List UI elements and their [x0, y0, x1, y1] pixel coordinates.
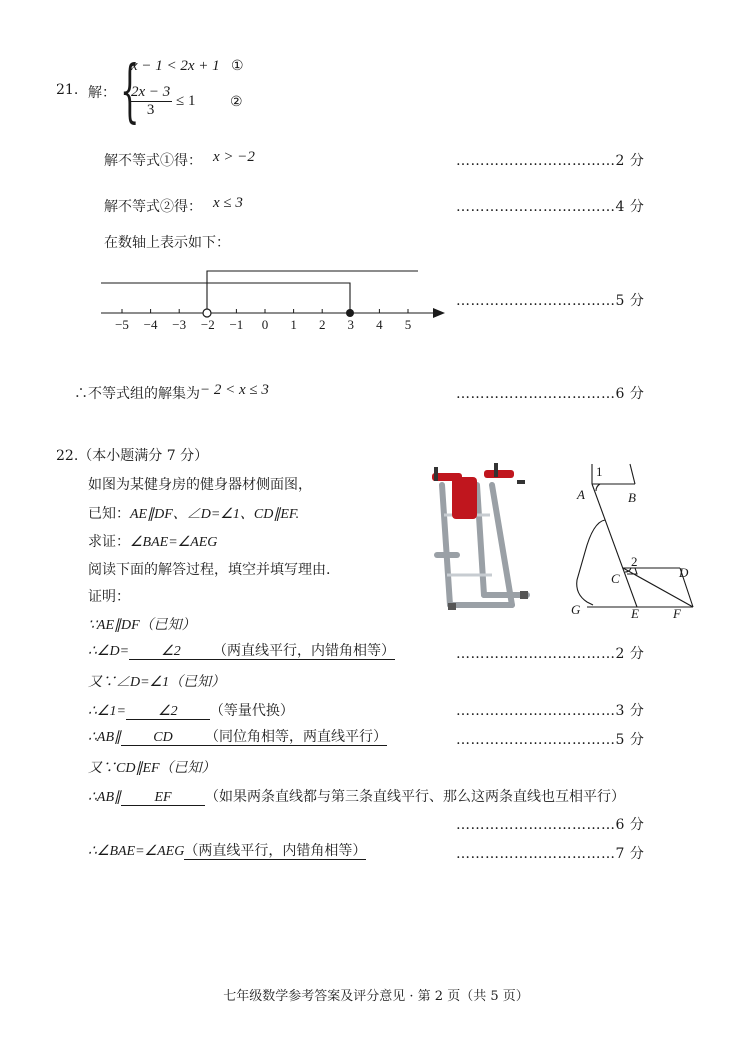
given-label: 已知： [88, 506, 130, 522]
q22-proof-label: 证明： [88, 589, 130, 605]
blank-4: EF [121, 790, 205, 806]
inequality-2-tail: ≤ 1 [176, 92, 196, 109]
step2-text: 解不等式②得： [104, 199, 202, 215]
number-line-tick-label: −4 [143, 317, 158, 332]
number-line-tick-label: 1 [290, 317, 297, 332]
prove-text: ∠BAE=∠AEG [130, 535, 218, 550]
q21-solve-label: 解： [88, 85, 116, 101]
geometry-figure [565, 462, 700, 622]
proof-line-7-prefix: ∴AB∥ [88, 790, 122, 805]
label-2: 2 [631, 554, 638, 569]
inequality-2 [129, 84, 196, 119]
number-line-tick-label: −3 [172, 317, 187, 332]
proof-line-5 [88, 729, 387, 746]
proof-line-4 [88, 700, 294, 720]
label-D: D [679, 565, 689, 580]
conclusion-prefix: ∴不等式组的解集为 [74, 386, 200, 402]
prove-label: 求证： [88, 534, 130, 550]
bracket-greater-than-minus-2 [207, 271, 418, 313]
proof-score-2: ……………………………2 分 [456, 646, 645, 662]
bracket-less-equal-3 [101, 283, 350, 313]
reason-3: （同位角相等，两直线平行） [205, 729, 388, 745]
gym-equipment-image [422, 455, 537, 615]
fraction-denominator: 3 [146, 102, 155, 118]
proof-line-8-prefix: ∴∠BAE=∠AEG [88, 844, 185, 859]
q21-label: 21. [56, 82, 79, 98]
reason-1: （两直线平行，内错角相等） [213, 643, 396, 659]
proof-line-5-prefix: ∴AB∥ [88, 730, 122, 745]
number-line-tick-label: −5 [115, 317, 129, 332]
label-C: C [611, 571, 620, 586]
label-A: A [577, 487, 585, 502]
proof-line-2-prefix: ∴∠D= [88, 644, 130, 659]
q22-instruction: 阅读下面的解答过程，填空并填写理由. [88, 562, 331, 578]
number-line [95, 260, 455, 335]
proof-line-6: 又∵CD∥EF（已知） [88, 761, 216, 776]
proof-line-4-prefix: ∴∠1= [88, 704, 126, 719]
score-6: ……………………………6 分 [456, 386, 645, 402]
closed-point-3 [346, 309, 354, 317]
open-point-minus-2 [203, 309, 211, 317]
label-G: G [571, 602, 581, 617]
q22-prove [88, 531, 217, 551]
number-line-tick-label: 2 [318, 317, 326, 332]
proof-line-2 [88, 643, 395, 660]
number-line-tick-label: 0 [261, 317, 269, 332]
number-line-tick-label: 4 [376, 317, 383, 332]
score-5: ……………………………5 分 [456, 293, 645, 309]
conclusion-math: − 2 < x ≤ 3 [200, 382, 269, 398]
proof-line-3: 又∵∠D=∠1（已知） [88, 675, 226, 690]
q22-intro: 如图为某健身房的健身器材侧面图， [88, 477, 312, 493]
proof-score-7: ……………………………7 分 [456, 846, 645, 862]
proof-score-5: ……………………………5 分 [456, 732, 645, 748]
reason-4: （如果两条直线都与第三条直线平行、那么这两条直线也互相平行） [205, 789, 626, 805]
blank-2: ∠2 [126, 704, 210, 720]
step2-math: x ≤ 3 [213, 195, 243, 211]
blank-3: CD [121, 730, 205, 746]
system-brace: { [120, 52, 140, 131]
label-F: F [673, 606, 681, 621]
step1-math: x > −2 [213, 149, 255, 165]
blank-1: ∠2 [129, 644, 213, 660]
axis-arrow [433, 308, 445, 318]
inequality-2-mark: ② [230, 94, 243, 110]
label-E: E [631, 606, 639, 621]
page-footer: 七年级数学参考答案及评分意见 · 第 2 页（共 5 页） [223, 989, 529, 1004]
backrest-pad [452, 477, 477, 519]
proof-line-7 [88, 786, 625, 806]
proof-score-6: ……………………………6 分 [456, 817, 645, 833]
number-line-tick-label: 5 [404, 317, 412, 332]
proof-line-8 [88, 843, 366, 860]
inequality-1-mark: ① [231, 58, 244, 74]
given-text: AE∥DF、∠D=∠1、CD∥EF. [130, 507, 300, 522]
label-1: 1 [596, 464, 603, 479]
curve-frame [577, 520, 605, 605]
proof-line-1: ∵AE∥DF（已知） [88, 618, 196, 633]
score-2: ……………………………2 分 [456, 153, 645, 169]
fraction-numerator: 2x − 3 [131, 84, 171, 100]
number-line-tick-label: 3 [347, 317, 355, 332]
reason-5: （两直线平行，内错角相等） [184, 843, 367, 859]
q22-given [88, 503, 299, 523]
score-4: ……………………………4 分 [456, 199, 645, 215]
proof-score-3: ……………………………3 分 [456, 703, 645, 719]
step1-text: 解不等式①得： [104, 153, 202, 169]
number-line-tick-label: −1 [229, 317, 244, 332]
step3-text: 在数轴上表示如下： [104, 235, 230, 251]
label-B: B [628, 490, 636, 505]
inequality-2-fraction [129, 84, 172, 119]
reason-2: （等量代换） [209, 703, 294, 719]
inequality-1: x − 1 < 2x + 1 [131, 58, 220, 74]
number-line-tick-label: −2 [200, 317, 215, 332]
q22-header: 22.（本小题满分 7 分） [56, 448, 209, 464]
